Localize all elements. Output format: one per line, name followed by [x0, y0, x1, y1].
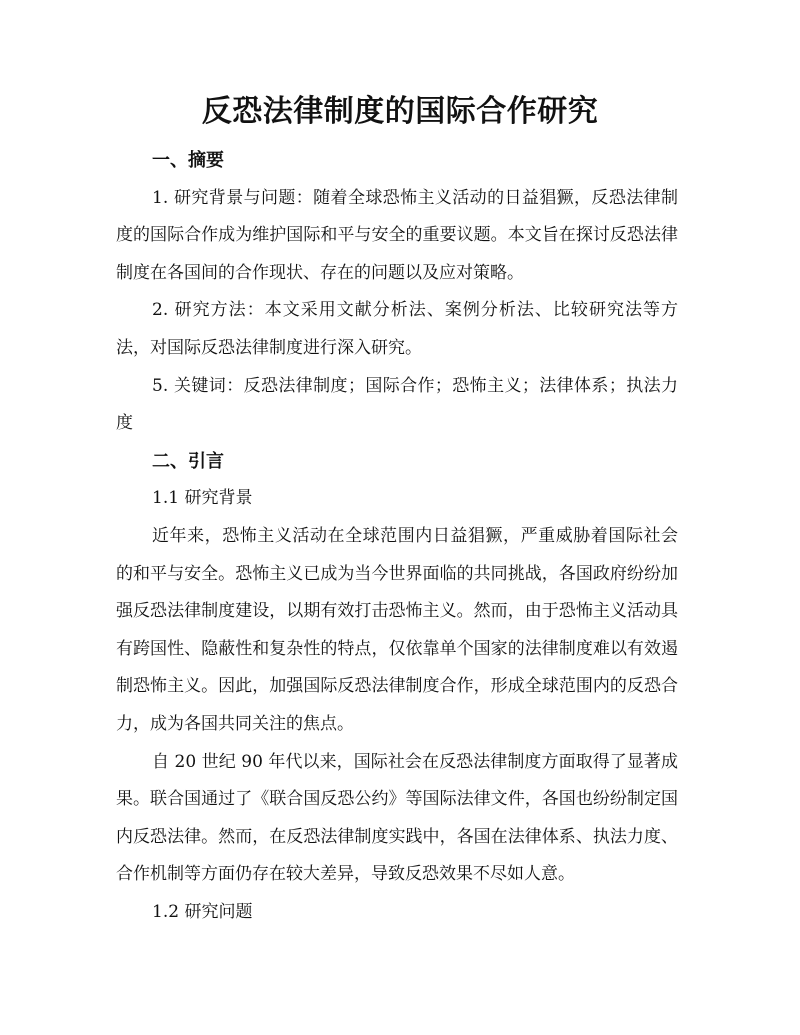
- abstract-paragraph-keywords: 5. 关键词：反恐法律制度；国际合作；恐怖主义；法律体系；执法力度: [116, 375, 678, 434]
- section-heading-introduction: 二、引言: [152, 450, 224, 472]
- abstract-paragraph-background: 1. 研究背景与问题：随着全球恐怖主义活动的日益猖獗，反恐法律制度的国际合作成为维护国际和平与安全的重要议题。本文旨在探讨反恐法律制度在各国间的合作现状、存在的问题以及应对策略。: [116, 187, 678, 283]
- intro-paragraph-2: 自 20 世纪 90 年代以来，国际社会在反恐法律制度方面取得了显著成果。联合国通过了《联合国反恐公约》等国际法律文件，各国也纷纷制定国内反恐法律。然而，在反恐法律制度实践中，各国在法律体系、执法力度、合作机制等方面仍存在较大差异，导致反恐效果不尽如人意。: [116, 751, 678, 885]
- section-heading-abstract: 一、摘要: [152, 150, 224, 171]
- subsection-heading-background: 1.1 研究背景: [152, 488, 253, 509]
- abstract-paragraph-methods: 2. 研究方法：本文采用文献分析法、案例分析法、比较研究法等方法，对国际反恐法律制度进行深入研究。: [116, 300, 678, 358]
- document-title: 反恐法律制度的国际合作研究: [201, 94, 599, 129]
- subsection-heading-research-question: 1.2 研究问题: [152, 901, 253, 922]
- intro-paragraph-1: 近年来，恐怖主义活动在全球范围内日益猖獗，严重威胁着国际社会的和平与安全。恐怖主义已成为当今世界面临的共同挑战，各国政府纷纷加强反恐法律制度建设，以期有效打击恐怖主义。然而，由于恐怖主义活动具有跨国性、隐蔽性和复杂性的特点，仅依靠单个国家的法律制度难以有效遏制恐怖主义。因此，加强国际反恐法律制度合作，形成全球范围内的反恐合力，成为各国共同关注的焦点。: [116, 525, 678, 734]
- document-body: [116, 142, 678, 931]
